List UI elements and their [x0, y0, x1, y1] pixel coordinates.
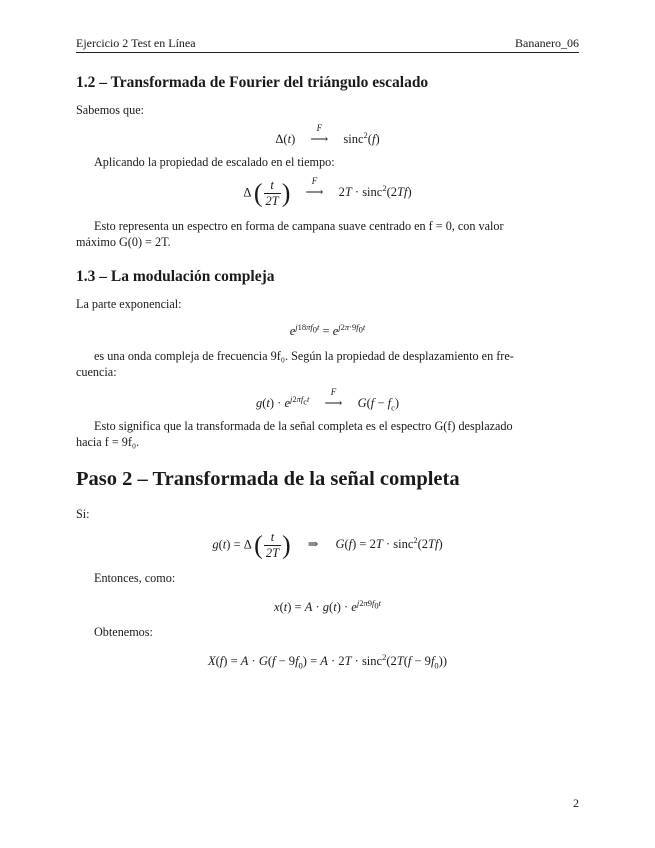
- fourier-arrow: F ⟶: [305, 176, 324, 200]
- fraction: $\frac{t}{2T}$: [265, 530, 280, 560]
- eq-lhs: $g(t) \cdot e^{j2\pi f_ct}$: [255, 394, 310, 411]
- paso2-then: Entonces, como:: [94, 571, 176, 585]
- eq-lhs: Δ(t): [275, 132, 296, 147]
- paso2-obtain: Obtenemos:: [94, 625, 153, 639]
- s12-intro: Sabemos que:: [76, 103, 145, 117]
- s13-conclusion-line1: Esto significa que la transformada de la señal completa es el espectro G(f) desplazado: [94, 419, 513, 433]
- implies-symbol: ⇒: [307, 537, 319, 552]
- s13-text-line1: es una onda compleja de frecuencia 9f₀. Según la propiedad de desplazamiento en fre-: [94, 349, 514, 363]
- eq-rhs: G(f) = 2T · sinc$^2$(2Tf): [335, 535, 443, 552]
- paso2-if: Si:: [76, 507, 90, 521]
- s13-equation-1: $e^{j18\pi f_0t} = e^{j2\pi\cdot 9f_0t}$: [289, 322, 366, 339]
- section-1-3-heading: 1.3 – La modulación compleja: [76, 268, 275, 285]
- header-title: Ejercicio 2 Test en Línea: [76, 36, 196, 50]
- s12-explanation-line1: Esto representa un espectro en forma de campana suave centrado en f = 0, con valor: [94, 219, 504, 233]
- s13-conclusion-line2: hacia f = 9f₀.: [76, 435, 140, 449]
- header-author: Bananero_06: [515, 36, 579, 50]
- s12-scaling-text: Aplicando la propiedad de escalado en el tiempo:: [94, 155, 335, 169]
- running-header: [76, 36, 579, 53]
- fourier-arrow: F ⟶: [324, 387, 343, 411]
- page-number: 2: [573, 796, 579, 810]
- paso2-equation-3: $X(f) = A \cdot G(f - 9f_0) = A \cdot 2T \cdot \sin c^2(2T(f - 9f_0))$: [207, 652, 447, 671]
- paso2-equation-2: $x(t) = A \cdot g(t) \cdot e^{j2\pi 9f_0t}$: [274, 598, 381, 615]
- s13-text-line2: cuencia:: [76, 365, 117, 379]
- s12-explanation-line2: máximo G(0) = 2T.: [76, 235, 171, 249]
- eq-rhs: sinc$^2$(f): [343, 130, 380, 147]
- fourier-arrow: F ⟶: [310, 123, 329, 147]
- paso2-equation-1: g(t) = Δ ( $\frac{t}{2T}$ ) ⇒ G(f) = 2T · sinc$^2$(2Tf): [212, 530, 443, 560]
- s12-equation-2: Δ ( $\frac{t}{2T}$ ) F ⟶ 2T · sinc$^2$(2Tf): [243, 176, 412, 208]
- eq-rhs: $G(f - f_c)$: [357, 396, 400, 413]
- s13-intro: La parte exponencial:: [76, 297, 182, 311]
- section-1-2-heading: 1.2 – Transformada de Fourier del triángulo escalado: [76, 74, 429, 91]
- eq-rhs: 2T · sinc$^2$(2Tf): [338, 183, 412, 200]
- s13-equation-2: [0, 387, 655, 413]
- delta-symbol: Δ: [243, 185, 251, 200]
- fraction: $\frac{t}{2T}$: [265, 178, 279, 208]
- s12-equation-1: [0, 123, 655, 147]
- eq-lhs: g(t) = Δ: [212, 537, 252, 552]
- paso-2-heading: Paso 2 – Transformada de la señal completa: [76, 468, 460, 490]
